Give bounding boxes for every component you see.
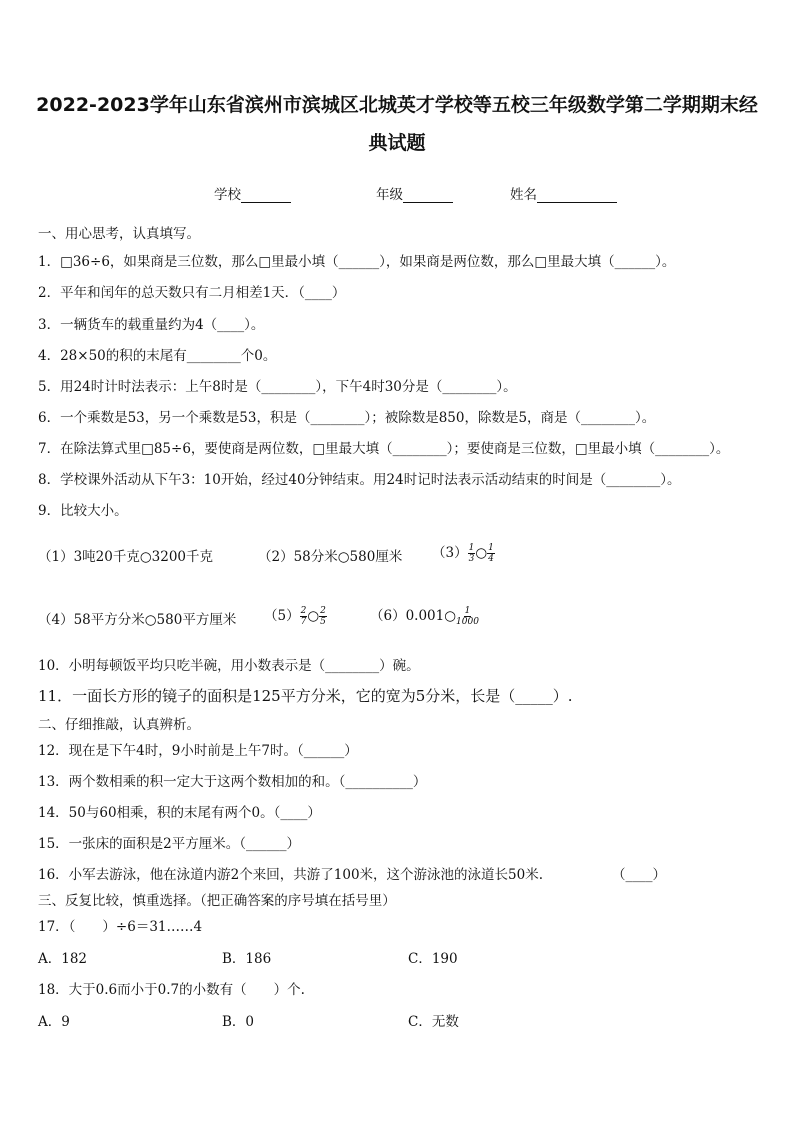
- compare-circle: ○: [307, 608, 320, 624]
- question-9: 9．比较大小。: [38, 503, 128, 519]
- q17-option-a[interactable]: A．182: [38, 951, 88, 967]
- compare-5-label: （5）: [264, 608, 300, 624]
- question-17: 17．（ ）÷6＝31……4: [38, 919, 203, 935]
- q17-option-b[interactable]: B．186: [222, 951, 272, 967]
- grade-field: [376, 183, 453, 203]
- page-title: 2022-2023学年山东省滨州市滨城区北城英才学校等五校三年级数学第二学期期末经: [36, 94, 758, 116]
- grade-blank[interactable]: [403, 188, 453, 203]
- question-15: 15．一张床的面积是2平方厘米。（______）: [38, 836, 301, 852]
- question-1: 1．□36÷6，如果商是三位数，那么□里最小填（______），如果商是两位数，那么□里最大填（______）。: [38, 254, 676, 270]
- question-14: 14．50与60相乘，积的末尾有两个0。（____）: [38, 805, 321, 821]
- fraction-two-sevenths: $\frac{2}{7}$: [300, 606, 307, 627]
- name-field: [510, 183, 617, 203]
- fraction-two-fifths: $\frac{2}{5}$: [320, 606, 326, 627]
- q18-option-a[interactable]: A．9: [38, 1014, 70, 1030]
- question-7: 7．在除法算式里□85÷6，要使商是两位数，□里最大填（________）；要使商是三位数，□里最小填（________）。: [38, 441, 730, 457]
- q18-option-b[interactable]: B．0: [222, 1014, 255, 1030]
- name-blank[interactable]: [537, 188, 617, 203]
- question-8: 8．学校课外活动从下午3：10开始，经过40分钟结束。用24时记时法表示活动结束的时间是（________）。: [38, 472, 681, 488]
- compare-circle: ○: [475, 545, 488, 561]
- question-10: 10．小明每顿饭平均只吃半碗，用小数表示是（________）碗。: [38, 658, 420, 674]
- question-6: 6．一个乘数是53，另一个乘数是53，积是（________）；被除数是850，除数是5，商是（________）。: [38, 410, 656, 426]
- question-3: 3．一辆货车的载重量约为4（____）。: [38, 317, 265, 333]
- school-label: 学校: [214, 187, 241, 203]
- section-3-heading: 三、反复比较，慎重选择。（把正确答案的序号填在括号里）: [38, 893, 396, 909]
- question-18: 18．大于0.6而小于0.7的小数有（ ）个.: [38, 982, 305, 998]
- question-11: 11．一面长方形的镜子的面积是125平方分米，它的宽为5分米，长是（_____）.: [38, 687, 573, 705]
- section-1-heading: 一、用心思考，认真填写。: [38, 226, 200, 242]
- compare-5: [264, 604, 327, 627]
- question-16-blank: （____）: [612, 867, 666, 883]
- fraction-one-thousandth: $\frac{1}{1000}$: [456, 606, 479, 627]
- name-label: 姓名: [510, 187, 537, 203]
- question-4: 4．28×50的积的末尾有________个0。: [38, 348, 277, 364]
- compare-2: （2）58分米○580厘米: [258, 549, 403, 565]
- q18-option-c[interactable]: C．无数: [408, 1014, 459, 1030]
- page-title-cont: 典试题: [368, 132, 426, 154]
- question-13: 13．两个数相乘的积一定大于这两个数相加的和。（__________）: [38, 774, 427, 790]
- grade-label: 年级: [376, 187, 403, 203]
- compare-3-label: （3）: [432, 545, 468, 561]
- fraction-one-third: $\frac{1}{3}$: [468, 543, 475, 564]
- compare-6-label: （6）0.001○: [370, 608, 457, 624]
- q17-option-c[interactable]: C．190: [408, 951, 458, 967]
- question-16: 16．小军去游泳，他在泳道内游2个来回，共游了100米，这个游泳池的泳道长50米.: [38, 867, 544, 883]
- fraction-one-fourth: $\frac{1}{4}$: [488, 543, 494, 564]
- section-2-heading: 二、仔细推敲，认真辨析。: [38, 717, 200, 733]
- school-blank[interactable]: [241, 188, 291, 203]
- compare-1: （1）3吨20千克○3200千克: [38, 549, 213, 565]
- question-5: 5．用24时计时法表示：上午8时是（________），下午4时30分是（________）。: [38, 379, 517, 395]
- school-field: [214, 183, 291, 203]
- compare-6: [370, 604, 479, 627]
- compare-4: （4）58平方分米○580平方厘米: [38, 612, 237, 628]
- question-12: 12．现在是下午4时，9小时前是上午7时。（______）: [38, 743, 358, 759]
- compare-3: [432, 541, 495, 564]
- question-2: 2．平年和闰年的总天数只有二月相差1天．（____）: [38, 285, 346, 301]
